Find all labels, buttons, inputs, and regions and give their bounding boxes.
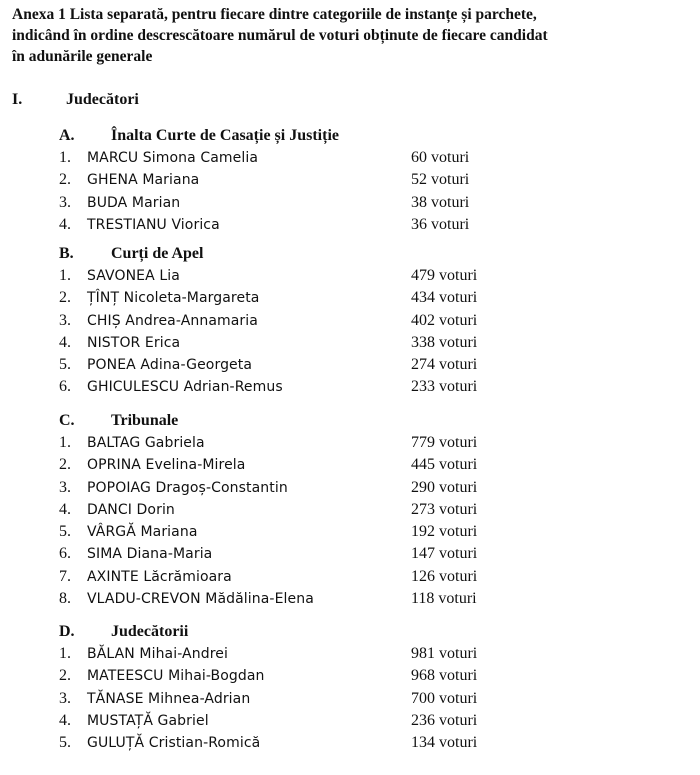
candidate-rank: 5. [59, 734, 71, 752]
section-number: I. [12, 91, 23, 108]
group-title: Înalta Curte de Casație și Justiție [111, 127, 339, 144]
candidate-row [59, 710, 619, 732]
candidate-name: PONEA Adina-Georgeta [87, 357, 253, 374]
candidate-row [59, 543, 619, 565]
group-letter: D. [59, 623, 75, 640]
candidate-row [59, 643, 619, 665]
candidate-name: ȚÎNȚ Nicoleta-Margareta [87, 290, 260, 307]
candidate-rank: 2. [59, 171, 71, 189]
candidate-group [59, 242, 619, 399]
candidate-rank: 5. [59, 356, 71, 374]
candidate-name: BALTAG Gabriela [87, 435, 205, 451]
candidate-row [59, 192, 619, 214]
candidate-votes: 338 voturi [411, 333, 478, 351]
candidate-row [59, 521, 619, 543]
candidate-name: DANCI Dorin [87, 501, 175, 518]
candidate-group [59, 124, 619, 236]
candidate-rank: 1. [59, 434, 71, 451]
candidate-rank: 5. [59, 523, 71, 541]
candidate-name: MATEESCU Mihai-Bogdan [87, 668, 265, 685]
candidate-row [59, 454, 619, 476]
candidate-rank: 4. [59, 333, 71, 351]
group-heading [59, 242, 619, 265]
heading-line: indicând în ordine descrescătoare numărul de voturi obținute de fiecare candidat [12, 27, 548, 44]
candidate-votes: 233 voturi [411, 378, 478, 396]
candidate-rank: 6. [59, 378, 71, 396]
candidate-votes: 60 voturi [411, 149, 470, 166]
candidate-name: AXINTE Lăcrămioara [87, 568, 232, 585]
candidate-votes: 36 voturi [411, 215, 470, 233]
candidate-name: GHENA Mariana [87, 172, 200, 189]
candidate-row [59, 214, 619, 236]
candidate-name: VLADU-CREVON Mădălina-Elena [87, 591, 314, 608]
candidate-row [59, 265, 619, 287]
candidate-name: CHIȘ Andrea-Annamaria [87, 312, 258, 329]
candidate-row [59, 499, 619, 521]
candidate-row [59, 354, 619, 376]
candidate-name: TĂNASE Mihnea-Adrian [87, 690, 251, 707]
heading-line: în adunările generale [12, 48, 153, 65]
candidate-name: GULUȚĂ Cristian-Romică [87, 735, 261, 752]
group-heading [59, 620, 619, 643]
candidate-row [59, 169, 619, 191]
candidate-rank: 4. [59, 215, 71, 233]
group-title: Tribunale [111, 412, 179, 429]
candidate-name: MARCU Simona Camelia [87, 150, 259, 166]
group-letter: C. [59, 412, 75, 429]
candidate-row [59, 332, 619, 354]
candidate-name: TRESTIANU Viorica [87, 216, 220, 233]
candidate-row [59, 732, 619, 754]
candidate-votes: 434 voturi [411, 289, 478, 307]
candidate-votes: 290 voturi [411, 478, 478, 496]
candidate-rank: 2. [59, 667, 71, 685]
candidate-row [59, 566, 619, 588]
candidate-votes: 981 voturi [411, 645, 478, 662]
candidate-name: BĂLAN Mihai-Andrei [87, 646, 228, 662]
group-title: Curți de Apel [111, 245, 204, 262]
candidate-votes: 134 voturi [411, 734, 478, 752]
candidate-row [59, 147, 619, 169]
candidate-rank: 3. [59, 689, 71, 707]
candidate-votes: 779 voturi [411, 434, 478, 451]
candidate-votes: 147 voturi [411, 545, 478, 563]
document-heading [12, 4, 700, 67]
group-heading [59, 409, 619, 432]
candidate-rank: 3. [59, 193, 71, 211]
candidate-votes: 968 voturi [411, 667, 478, 685]
candidate-row [59, 310, 619, 332]
candidate-votes: 126 voturi [411, 567, 478, 585]
candidate-votes: 118 voturi [411, 590, 477, 608]
candidate-row [59, 287, 619, 309]
candidate-rank: 3. [59, 311, 71, 329]
candidate-name: OPRINA Evelina-Mirela [87, 457, 246, 474]
candidate-rank: 6. [59, 545, 71, 563]
candidate-votes: 52 voturi [411, 171, 470, 189]
group-heading [59, 124, 619, 147]
candidate-name: POPOIAG Dragoș-Constantin [87, 479, 288, 496]
candidate-row [59, 376, 619, 398]
heading-line: Anexa 1 Lista separată, pentru fiecare dintre categoriile de instanțe și parchete, [12, 6, 537, 23]
candidate-rank: 4. [59, 500, 71, 518]
candidate-rank: 8. [59, 590, 71, 608]
candidate-rank: 1. [59, 149, 71, 166]
section-title: Judecători [66, 91, 139, 108]
candidate-row [59, 688, 619, 710]
candidate-rank: 7. [59, 567, 71, 585]
candidate-row [59, 477, 619, 499]
candidate-name: MUSTAȚĂ Gabriel [87, 712, 209, 729]
candidate-votes: 445 voturi [411, 456, 478, 474]
candidate-rank: 4. [59, 711, 71, 729]
candidate-rank: 3. [59, 478, 71, 496]
candidate-group [59, 409, 619, 610]
candidate-votes: 700 voturi [411, 689, 478, 707]
group-letter: A. [59, 127, 75, 144]
candidate-votes: 402 voturi [411, 311, 478, 329]
candidate-votes: 273 voturi [411, 500, 478, 518]
candidate-votes: 479 voturi [411, 267, 478, 284]
candidate-row [59, 588, 619, 610]
candidate-rank: 2. [59, 456, 71, 474]
candidate-name: SAVONEA Lia [87, 268, 180, 284]
candidate-row [59, 665, 619, 687]
candidate-rank: 1. [59, 645, 71, 662]
candidate-row [59, 432, 619, 454]
candidate-group [59, 620, 619, 754]
section-heading [12, 91, 139, 109]
candidate-name: SIMA Diana-Maria [87, 546, 213, 563]
candidate-votes: 38 voturi [411, 193, 470, 211]
group-title: Judecătorii [111, 623, 189, 640]
candidate-name: VÂRGĂ Mariana [87, 524, 198, 541]
group-letter: B. [59, 245, 74, 262]
candidate-name: GHICULESCU Adrian-Remus [87, 379, 283, 396]
candidate-rank: 1. [59, 267, 71, 284]
candidate-votes: 236 voturi [411, 711, 478, 729]
candidate-rank: 2. [59, 289, 71, 307]
candidate-name: BUDA Marian [87, 194, 181, 211]
candidate-name: NISTOR Erica [87, 334, 181, 351]
candidate-votes: 274 voturi [411, 356, 478, 374]
candidate-votes: 192 voturi [411, 523, 478, 541]
